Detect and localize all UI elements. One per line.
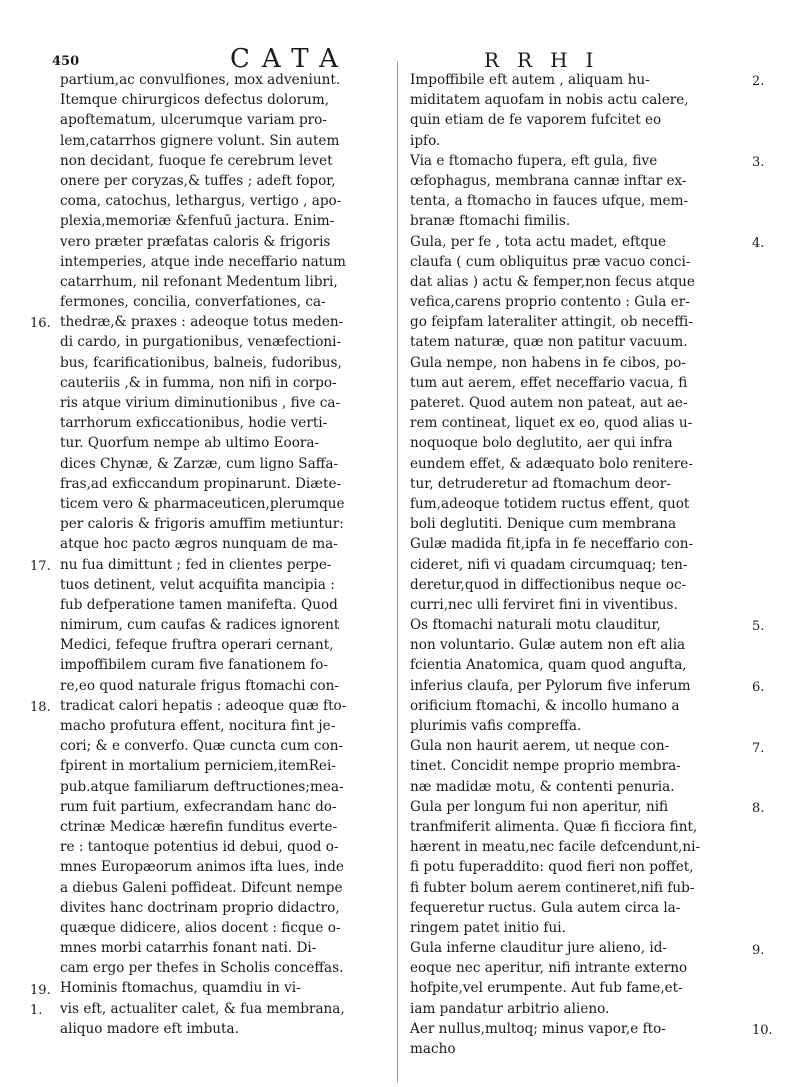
column-divider xyxy=(397,62,398,1082)
text-line: intemperies, atque inde neceffario natum xyxy=(60,253,346,270)
text-line: Hominis ftomachus, quamdiu in vi- xyxy=(60,980,301,997)
text-line: næ madidæ motu, & contenti penuria. xyxy=(410,778,675,795)
text-line: fi potu fuperaddito: quod fieri non poffet, xyxy=(410,859,694,876)
text-line: hærent in meatu,nec facile defcendunt,ni- xyxy=(410,839,701,856)
text-line: Via e ftomacho fupera, eft gula, five xyxy=(410,152,658,169)
margin-number: 9. xyxy=(752,942,765,958)
margin-number: 17. xyxy=(30,558,51,574)
text-line: fequeretur ructus. Gula autem circa la- xyxy=(410,899,681,916)
margin-number: 18. xyxy=(30,700,51,716)
text-line: tuos detinent, velut acquifita mancipia : xyxy=(60,576,335,593)
text-line: pateret. Quod autem non pateat, aut ae- xyxy=(410,395,688,411)
right-text-column xyxy=(410,70,735,1059)
running-head-right: RRHI xyxy=(484,48,612,72)
text-line: orificium ftomachi, & incollo humano a xyxy=(410,697,680,714)
text-line: coma, catochus, lethargus, vertigo , apo- xyxy=(60,193,342,210)
text-line: per caloris & frigoris amuffim metiuntur: xyxy=(60,516,344,533)
text-line: ris atque virium diminutionibus , five ca- xyxy=(60,395,341,411)
text-line: vero præter præfatas caloris & frigoris xyxy=(60,233,331,250)
text-line: quæque didicere, alios docent : ficque o- xyxy=(60,919,341,936)
text-line: cori; & e converfo. Quæ cuncta cum con- xyxy=(60,738,344,755)
text-line: Gula per longum fui non aperitur, nifi xyxy=(410,798,669,815)
text-line: tradicat calori hepatis : adeoque quæ fto- xyxy=(60,697,347,714)
margin-number: 5. xyxy=(752,619,765,635)
text-line: plexia,memoriæ &fenfuū jactura. Enim- xyxy=(60,213,335,230)
text-line: quin etiam de fe vaporem fufcitet eo xyxy=(410,112,662,129)
text-line: fras,ad exficcandum propinarunt. Diæte- xyxy=(60,475,342,492)
text-line: Gula nempe, non habens in fe cibos, po- xyxy=(410,354,686,371)
margin-number: 8. xyxy=(752,801,765,817)
text-line: cauteriis ,& in fumma, non nifi in corpo- xyxy=(60,374,337,391)
text-line: non decidant, fuoque fe cerebrum levet xyxy=(60,152,333,169)
text-line: Aer nullus,multoq; minus vapor,e fto- xyxy=(410,1020,666,1037)
text-line: tum aut aerem, effet neceffario vacua, fi xyxy=(410,374,688,391)
text-line: onere per coryzas,& tuffes ; adeft fopor, xyxy=(60,172,336,189)
text-line: iam pandatur arbitrio alieno. xyxy=(410,1000,610,1017)
text-line: fub defperatione tamen manifefta. Quod xyxy=(60,596,338,613)
text-line: dat alias ) actu & femper,non fecus atque xyxy=(410,273,695,290)
text-line: Gula, per fe , tota actu madet, eftque xyxy=(410,233,666,250)
margin-number: 1. xyxy=(30,1003,43,1019)
text-line: ringem patet initio fui. xyxy=(410,919,566,936)
running-head-left: CATA xyxy=(230,44,350,74)
text-line: ticem vero & pharmaceuticen,plerumque xyxy=(60,495,345,512)
margin-number: 7. xyxy=(752,740,765,756)
text-line: impoffibilem curam five fanationem fo- xyxy=(60,657,328,674)
text-line: lem,catarrhos gignere volunt. Sin autem xyxy=(60,132,340,149)
text-line: vis eft, actualiter calet, & fua membrana, xyxy=(60,1000,345,1017)
text-line: tur, detruderetur ad ftomachum deor- xyxy=(410,475,671,492)
text-line: rum fuit partium, exfecrandam hanc do- xyxy=(60,798,337,815)
text-line: Os ftomachi naturali motu clauditur, xyxy=(410,617,661,634)
text-line: rem contineat, liquet ex eo, quod alias u- xyxy=(410,415,693,432)
text-line: œfophagus, membrana cannæ inftar ex- xyxy=(410,172,687,189)
margin-number: 2. xyxy=(752,74,765,89)
text-line: tinet. Concidit nempe proprio membra- xyxy=(410,758,681,775)
text-line: eoque nec aperitur, nifi intrante externo xyxy=(410,960,688,977)
text-line: apoftematum, ulcerumque variam pro- xyxy=(60,112,327,129)
text-line: tur. Quorfum nempe ab ultimo Eoora- xyxy=(60,435,320,452)
text-line: cideret, nifi vi quadam circumquaq; ten- xyxy=(410,556,688,573)
text-line: non voluntario. Gulæ autem non eft alia xyxy=(410,637,686,654)
text-line: pub.atque familiarum deftructiones;mea- xyxy=(60,778,344,795)
text-line: tenta, a ftomacho in fauces ufque, mem- xyxy=(410,193,689,210)
text-line: thedræ,& praxes : adeoque totus meden- xyxy=(60,314,344,331)
text-line: miditatem aquofam in nobis actu calere, xyxy=(410,92,689,109)
text-line: ipfo. xyxy=(410,132,441,149)
text-line: vefica,carens proprio contento : Gula er- xyxy=(410,294,690,311)
margin-number: 19. xyxy=(30,983,51,998)
text-line: Itemque chirurgicos defectus dolorum, xyxy=(60,92,330,109)
text-line: bus, fcarificationibus, balneis, fudoribus, xyxy=(60,354,342,371)
text-line: re,eo quod naturale frigus ftomachi con- xyxy=(60,677,339,694)
text-line: plurimis vafis compreffa. xyxy=(410,718,582,734)
text-line: hofpite,vel erumpente. Aut fub fame,et- xyxy=(410,980,683,997)
text-line: fum,adeoque totidem ructus effent, quot xyxy=(410,495,690,512)
text-line: Impoffibile eft autem , aliquam hu- xyxy=(410,72,650,88)
text-line: tarrhorum exficcationibus, hodie verti- xyxy=(60,415,328,432)
page-number: 450 xyxy=(52,54,80,69)
text-line: branæ ftomachi fimilis. xyxy=(410,213,571,230)
text-line: Gula inferne clauditur jure alieno, id- xyxy=(410,940,667,957)
text-line: cam ergo per thefes in Scholis conceffas. xyxy=(60,960,344,977)
text-line: mnes morbi catarrhis fonant nati. Di- xyxy=(60,940,317,957)
text-line: catarrhum, nil refonant Medentum libri, xyxy=(60,273,338,290)
margin-number: 3. xyxy=(752,154,765,170)
text-line: re : tantoque potentius id debui, quod o- xyxy=(60,839,339,856)
text-line: inferius claufa, per Pylorum five inferum xyxy=(410,677,691,694)
text-line: nimirum, cum caufas & radices ignorent xyxy=(60,617,340,634)
text-line: Medici, fefeque fruftra operari cernant, xyxy=(60,637,334,654)
text-line: di cardo, in purgationibus, venæfectioni- xyxy=(60,334,342,351)
margin-number: 4. xyxy=(752,235,765,251)
text-line: boli deglutiti. Denique cum membrana xyxy=(410,516,677,533)
text-line: deretur,quod in diffectionibus neque oc- xyxy=(410,576,687,593)
text-line: claufa ( cum obliquitus præ vacuo conci- xyxy=(410,253,691,270)
text-line: partium,ac convulfiones, mox adveniunt. xyxy=(60,72,341,88)
text-line: curri,nec ulli ferviret fini in viventibus. xyxy=(410,596,678,613)
text-line: ctrinæ Medicæ hærefin funditus everte- xyxy=(60,818,338,835)
text-line: macho profutura effent, nocitura fint je- xyxy=(60,718,336,734)
text-line: fi fubter bolum aerem contineret,nifi fub- xyxy=(410,879,695,896)
text-line: fpirent in mortalium perniciem,itemRei- xyxy=(60,758,336,775)
text-line: nu fua dimittunt ; fed in clientes perpe- xyxy=(60,556,332,573)
text-line: aliquo madore eft imbuta. xyxy=(60,1020,239,1037)
text-line: atque hoc pacto ægros nunquam de ma- xyxy=(60,536,338,553)
text-line: fermones, concilia, converfationes, ca- xyxy=(60,294,326,311)
text-line: Gula non haurit aerem, ut neque con- xyxy=(410,738,670,755)
text-line: divites hanc doctrinam proprio didactro, xyxy=(60,899,340,916)
text-line: tatem naturæ, quæ non patitur vacuum. xyxy=(410,334,688,351)
text-line: dices Chynæ, & Zarzæ, cum ligno Saffa- xyxy=(60,455,339,472)
text-line: macho xyxy=(410,1041,456,1057)
text-line: Gulæ madida fit,ipfa in fe neceffario con- xyxy=(410,536,694,553)
margin-number: 6. xyxy=(752,680,765,695)
text-line: eundem effet, & adæquato bolo renitere- xyxy=(410,455,693,472)
text-line: mnes Europæorum animos ifta lues, inde xyxy=(60,859,344,876)
margin-number: 10. xyxy=(752,1023,773,1039)
left-text-column xyxy=(60,70,385,1039)
text-line: tranfmiferit alimenta. Quæ fi ficciora fint, xyxy=(410,818,698,835)
margin-number: 16. xyxy=(30,316,51,332)
text-line: fcientia Anatomica, quam quod angufta, xyxy=(410,657,687,674)
text-line: noquoque bolo deglutito, aer qui infra xyxy=(410,435,673,452)
text-line: go feipfam lateraliter attingit, ob neceffi- xyxy=(410,314,693,331)
text-line: a diebus Galeni poffideat. Difcunt nempe xyxy=(60,879,343,896)
